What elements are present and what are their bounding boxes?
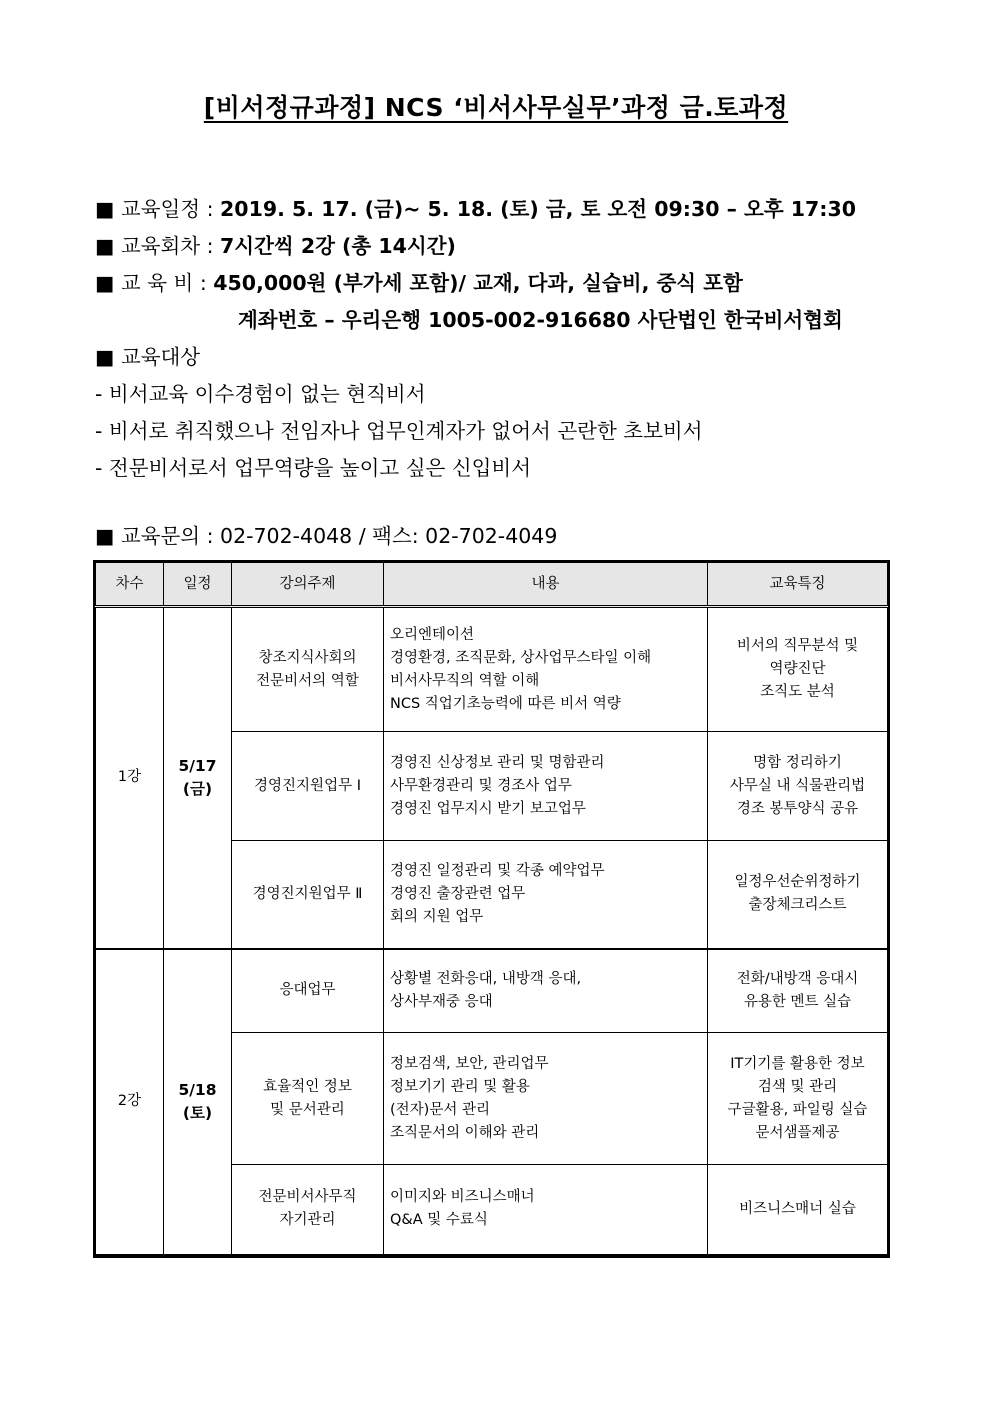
- feature-line: 유용한 멘트 실습: [743, 993, 852, 1010]
- topic-line: 전문비서의 역할: [256, 672, 359, 689]
- sessions-value: 7시간씩 2강 (총 14시간): [220, 234, 456, 258]
- topic-line: 전문비서사무직: [258, 1189, 357, 1206]
- topic-cell: [232, 841, 384, 949]
- content-line: Q&A 및 수료식: [390, 1212, 488, 1229]
- feature-line: 역량진단: [769, 661, 826, 677]
- feature-cell: [708, 1165, 888, 1255]
- content-line: 경영진 신상정보 관리 및 명함관리: [390, 754, 605, 771]
- feature-line: 검색 및 관리: [757, 1078, 838, 1095]
- feature-cell: [708, 607, 888, 732]
- feature-line: 명함 정리하기: [753, 754, 842, 771]
- topic-line: 경영진지원업무 Ⅰ: [254, 777, 361, 794]
- fee-value: 450,000원 (부가세 포함)/ 교재, 다과, 실습비, 중식 포함: [213, 271, 743, 295]
- content-cell: [384, 1165, 708, 1255]
- content-line: 오리엔테이션: [390, 626, 475, 643]
- feature-line: 전화/내방객 응대시: [736, 970, 859, 987]
- content-line: 경영환경, 조직문화, 상사업무스타일 이해: [390, 649, 652, 666]
- target-item: - 전문비서로서 업무역량을 높이고 싶은 신입비서: [95, 456, 532, 480]
- feature-line: 문서샘플제공: [755, 1124, 840, 1141]
- sessions-label: ■ 교육회차 :: [95, 234, 221, 258]
- table-header-row: [96, 563, 888, 607]
- feature-line: 경조 봉투양식 공유: [736, 800, 859, 817]
- content-line: 경영진 일정관리 및 각종 예약업무: [390, 862, 605, 879]
- content-line: 정보검색, 보안, 관리업무: [390, 1055, 549, 1072]
- feature-line: 비즈니스매너 실습: [739, 1200, 856, 1217]
- page-title-text: [비서정규과정] NCS ‘비서사무실무’과정 금.토과정: [203, 93, 789, 122]
- content-cell: [384, 732, 708, 841]
- feature-line: 일정우선순위정하기: [734, 874, 861, 891]
- content-line: 상사부재중 응대: [390, 993, 493, 1010]
- topic-cell: [232, 949, 384, 1033]
- topic-cell: [232, 607, 384, 732]
- header-topic: 강의주제: [232, 563, 384, 607]
- content-cell: [384, 1033, 708, 1165]
- feature-line: 사무실 내 식물관리법: [729, 777, 866, 794]
- content-line: 이미지와 비즈니스매너: [390, 1189, 535, 1206]
- fee-label: ■ 교 육 비 :: [95, 271, 214, 295]
- day-value: (토): [182, 1103, 213, 1122]
- topic-cell: [232, 1033, 384, 1165]
- header-feature: 교육특징: [708, 563, 888, 607]
- info-fee: [95, 266, 743, 296]
- session-cell: 2강: [96, 949, 164, 1255]
- topic-line: 효율적인 정보: [263, 1078, 352, 1095]
- table-row: [96, 607, 888, 732]
- header-content: 내용: [384, 563, 708, 607]
- topic-line: 응대업무: [279, 982, 336, 999]
- feature-cell: [708, 841, 888, 949]
- date-value: 5/18: [178, 1080, 217, 1099]
- date-value: 5/17: [178, 756, 217, 775]
- content-line: 사무환경관리 및 경조사 업무: [390, 777, 572, 794]
- table-body: [96, 607, 888, 1255]
- header-session: 차수: [96, 563, 164, 607]
- info-account: [238, 303, 843, 333]
- content-cell: [384, 949, 708, 1033]
- info-sessions: [95, 229, 456, 259]
- topic-cell: [232, 1165, 384, 1255]
- date-cell: [164, 607, 232, 949]
- info-contact: ■ 교육문의 : 02-702-4048 / 팩스: 02-702-4049: [95, 524, 558, 548]
- feature-cell: [708, 1033, 888, 1165]
- target-item: - 비서로 취직했으나 전임자나 업무인계자가 없어서 곤란한 초보비서: [95, 419, 703, 443]
- content-line: (전자)문서 관리: [390, 1101, 490, 1118]
- session-cell: 1강: [96, 607, 164, 949]
- content-cell: [384, 607, 708, 732]
- content-line: 비서사무직의 역할 이해: [390, 672, 540, 689]
- target-item: - 비서교육 이수경험이 없는 현직비서: [95, 382, 426, 406]
- content-line: 경영진 출장관련 업무: [390, 885, 526, 902]
- schedule-value: 2019. 5. 17. (금)~ 5. 18. (토) 금, 토 오전 09:30 – 오후 17:30: [220, 197, 857, 221]
- content-line: NCS 직업기초능력에 따른 비서 역량: [390, 695, 621, 712]
- feature-cell: [708, 949, 888, 1033]
- content-line: 경영진 업무지시 받기 보고업무: [390, 800, 586, 817]
- topic-line: 창조지식사회의: [258, 649, 357, 666]
- feature-cell: [708, 732, 888, 841]
- feature-line: IT기기를 활용한 정보: [730, 1055, 865, 1072]
- content-line: 조직문서의 이해와 관리: [390, 1124, 540, 1141]
- table-row: [96, 949, 888, 1033]
- feature-line: 출장체크리스트: [748, 897, 847, 914]
- feature-line: 구글활용, 파일링 실습: [727, 1101, 868, 1118]
- info-target-label: ■ 교육대상: [95, 345, 201, 369]
- topic-cell: [232, 732, 384, 841]
- date-cell: [164, 949, 232, 1255]
- content-line: 정보기기 관리 및 활용: [390, 1078, 530, 1095]
- topic-line: 및 문서관리: [270, 1101, 345, 1118]
- topic-line: 자기관리: [279, 1212, 336, 1229]
- content-cell: [384, 841, 708, 949]
- schedule-label: ■ 교육일정 :: [95, 197, 221, 221]
- account-value: 계좌번호 – 우리은행 1005-002-916680 사단법인 한국비서협회: [238, 308, 843, 332]
- day-value: (금): [182, 779, 213, 798]
- feature-line: 조직도 분석: [760, 684, 835, 700]
- feature-line: 비서의 직무분석 및: [736, 638, 859, 654]
- schedule-table: [95, 562, 888, 1256]
- info-schedule: [95, 192, 856, 222]
- topic-line: 경영진지원업무 Ⅱ: [252, 885, 363, 902]
- page-title: [0, 88, 992, 124]
- content-line: 상황별 전화응대, 내방객 응대,: [390, 970, 582, 987]
- content-line: 회의 지원 업무: [390, 908, 484, 925]
- header-date: 일정: [164, 563, 232, 607]
